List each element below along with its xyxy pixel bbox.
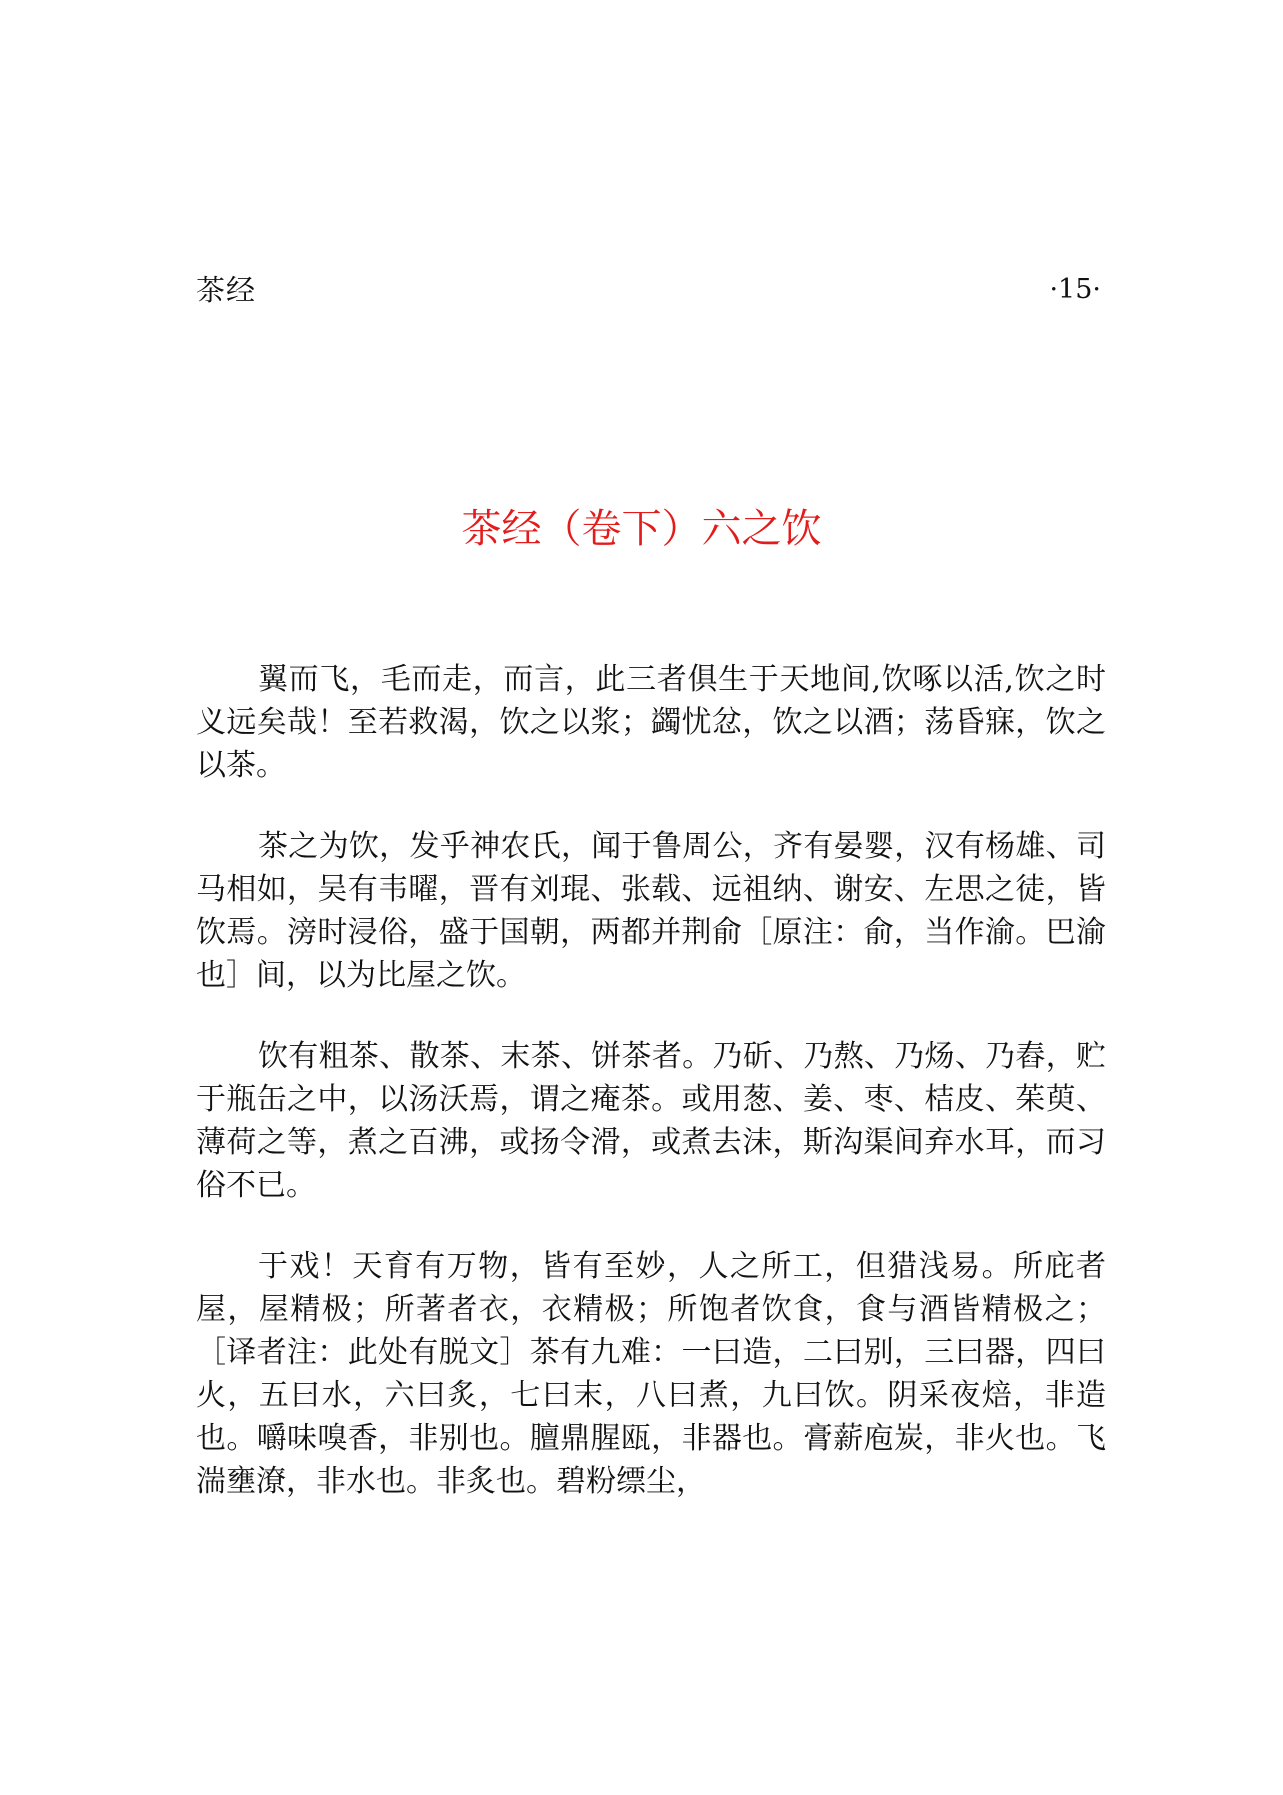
paragraph: 于戏！天育有万物，皆有至妙，人之所工，但猎浅易。所庇者屋，屋精极；所著者衣，衣精极；所饱者饮食，食与酒皆精极之；［译者注：此处有脱文］茶有九难：一曰造，二曰别，三曰器，四曰火，五曰水，六曰炙，七曰末，八曰煮，九曰饮。阴采夜焙，非造也。嚼味嗅香，非别也。膻鼎腥瓯，非器也。膏薪庖炭，非火也。飞湍壅潦，非水也。非炙也。碧粉缥尘，	[196, 1249, 1106, 1499]
page-number: ·15·	[1049, 274, 1101, 305]
paragraph: 翼而飞，毛而走，而言，此三者俱生于天地间,饮啄以活,饮之时义远矣哉！至若救渴，饮之以浆；蠲忧忿，饮之以酒；荡昏寐，饮之以茶。	[196, 662, 1106, 783]
book-title: 茶经	[196, 273, 257, 307]
paragraph: 茶之为饮，发乎神农氏，闻于鲁周公，齐有晏婴，汉有杨雄、司马相如，吴有韦曜，晋有刘琨、张载、远祖纳、谢安、左思之徒，皆饮焉。滂时浸俗，盛于国朝，两都并荆俞［原注：俞，当作渝。巴渝也］间，以为比屋之饮。	[196, 829, 1106, 993]
chapter-title: 茶经（卷下）六之饮	[461, 506, 822, 552]
paragraph: 饮有粗茶、散茶、末茶、饼茶者。乃斫、乃熬、乃炀、乃舂，贮于瓶缶之中，以汤沃焉，谓之痷茶。或用葱、姜、枣、桔皮、茱萸、薄荷之等，煮之百沸，或扬令滑，或煮去沫，斯沟渠间弃水耳，而习俗不已。	[196, 1039, 1106, 1203]
running-head	[196, 270, 1101, 310]
body-text	[196, 658, 1106, 1541]
